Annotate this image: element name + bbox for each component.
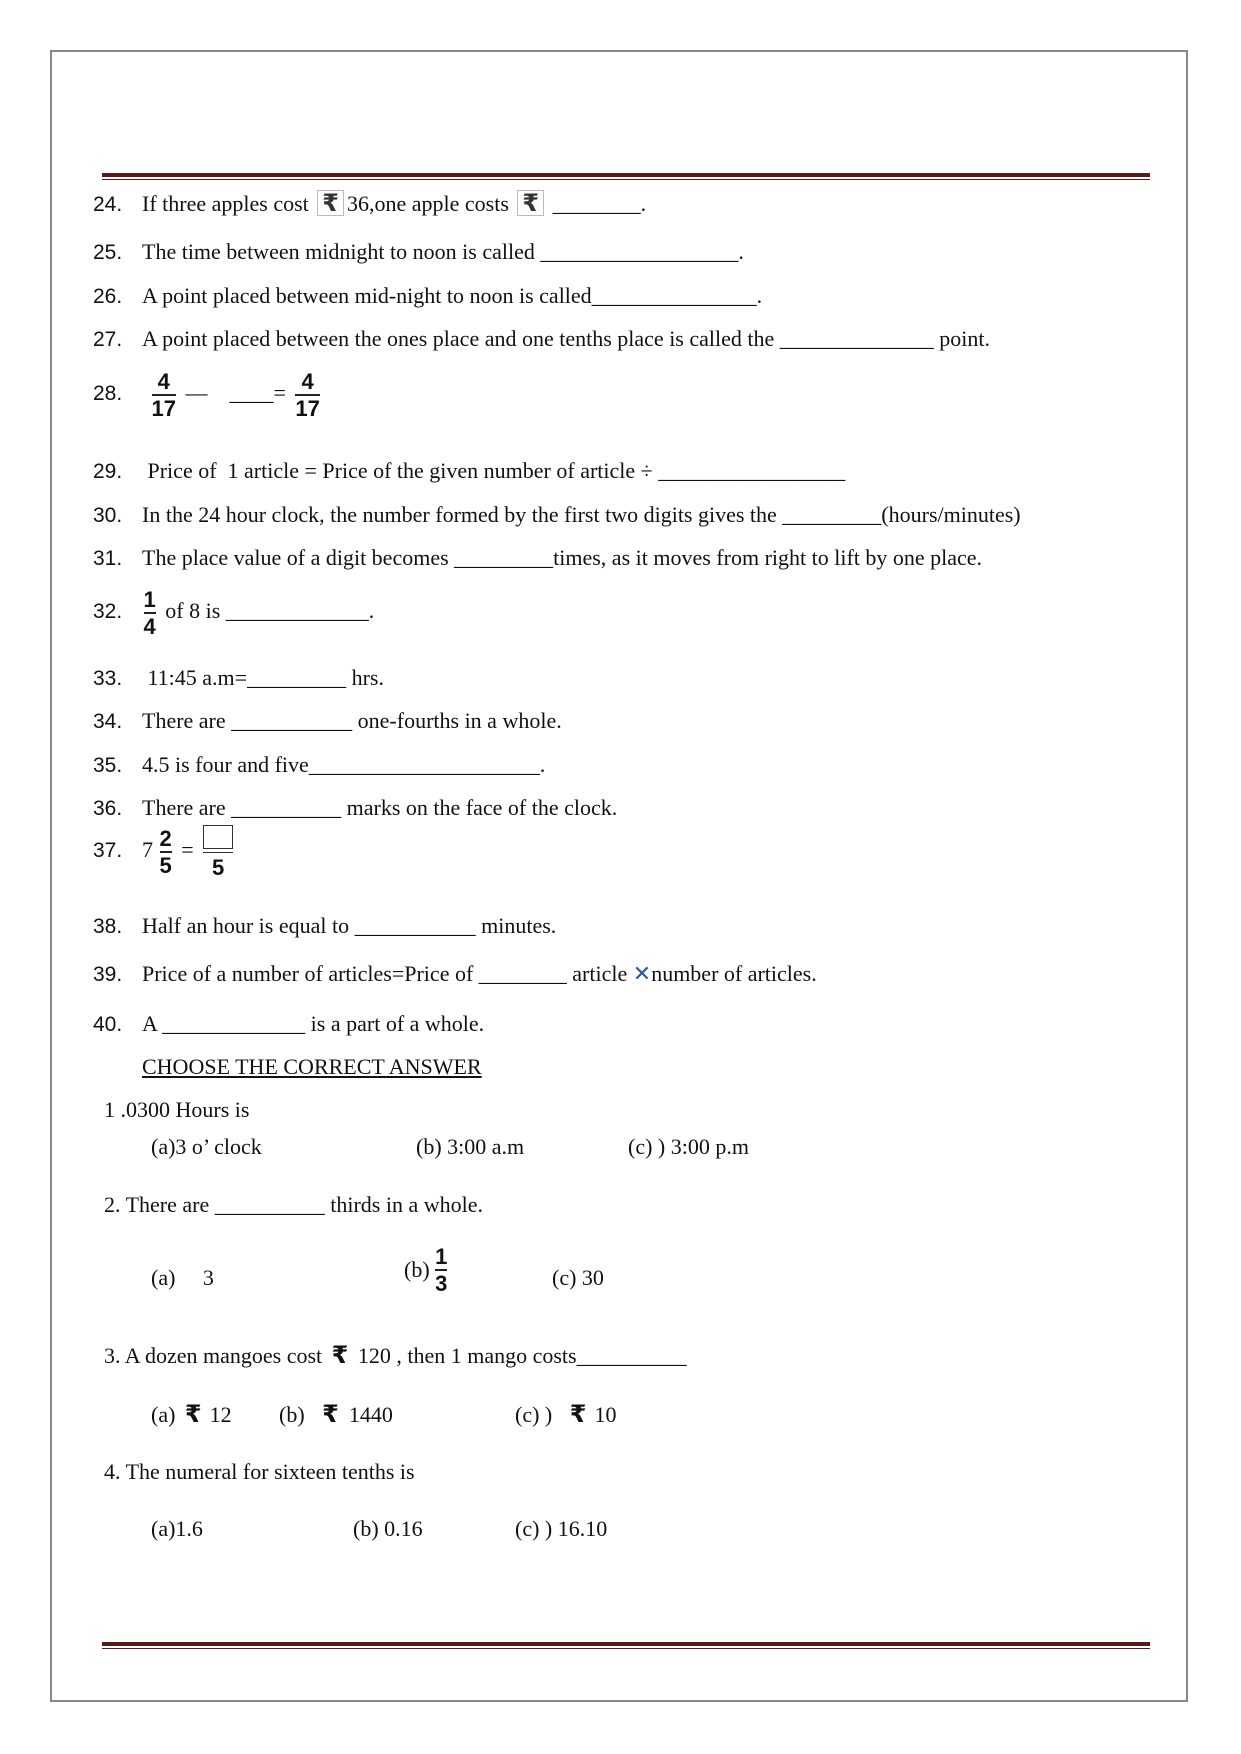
- question-40: 40. A _____________ is a part of a whole.: [93, 1011, 485, 1036]
- mcq-4-question: 4. The numeral for sixteen tenths is: [104, 1459, 415, 1484]
- question-25: 25. The time between midnight to noon is called __________________.: [93, 239, 744, 264]
- mcq-2-option-b: (b) $\frac{1}{3}$: [404, 1244, 448, 1297]
- rupee-icon: ₹: [184, 1400, 202, 1428]
- fraction: $\frac{4}{17}$: [151, 369, 176, 422]
- bottom-double-rule: [102, 1642, 1150, 1649]
- mcq-2-question: 2. There are __________ thirds in a whole.: [104, 1192, 484, 1217]
- question-29: 29. Price of 1 article = Price of the given number of article ÷ _________________: [93, 458, 846, 483]
- mcq-4-option-c: (c) ) 16.10: [515, 1516, 608, 1541]
- question-37: 37. 7 $\frac{2}{5}$ = 5: [93, 825, 237, 879]
- mcq-2-option-a: (a) 3: [151, 1265, 214, 1290]
- mcq-3-option-a: (a) ₹ 12: [151, 1400, 232, 1428]
- mcq-3-question: 3. A dozen mangoes cost ₹ 120 , then 1 mango costs__________: [104, 1341, 687, 1369]
- mcq-1-question: 1 .0300 Hours is: [104, 1097, 250, 1122]
- question-30: 30. In the 24 hour clock, the number formed by the first two digits gives the _________(hours/minutes): [93, 502, 1021, 527]
- rupee-icon: ₹: [517, 190, 544, 216]
- rupee-icon: ₹: [322, 1400, 339, 1428]
- top-double-rule: [102, 173, 1150, 180]
- mcq-1-option-c: (c) ) 3:00 p.m: [628, 1134, 749, 1159]
- fraction: $\frac{4}{17}$: [295, 369, 320, 422]
- fraction: $\frac{2}{5}$: [159, 825, 172, 879]
- multiply-icon: ✕: [632, 962, 652, 987]
- question-39: 39. Price of a number of articles=Price of ________ article ✕number of articles.: [93, 961, 817, 987]
- mcq-4-option-a: (a)1.6: [151, 1516, 203, 1541]
- question-33: 33. 11:45 a.m=_________ hrs.: [93, 665, 384, 690]
- question-35: 35. 4.5 is four and five_____________________.: [93, 752, 546, 777]
- fraction: $\frac{1}{4}$: [143, 587, 156, 640]
- rupee-icon: ₹: [317, 190, 344, 216]
- mcq-2-option-c: (c) 30: [552, 1265, 604, 1290]
- question-34: 34. There are ___________ one-fourths in a whole.: [93, 708, 562, 733]
- answer-box: [203, 825, 233, 849]
- question-28: 28. $\frac{4}{17}$ — ____= $\frac{4}{17}$: [93, 369, 320, 422]
- fraction: $\frac{1}{3}$: [435, 1244, 448, 1297]
- question-24: 24. If three apples cost ₹ 36,one apple costs ₹ ________.: [93, 189, 647, 217]
- question-38: 38. Half an hour is equal to ___________ minutes.: [93, 913, 557, 938]
- rupee-icon: ₹: [331, 1341, 349, 1369]
- fraction-blank: 5: [203, 825, 233, 879]
- mcq-1-option-a: (a)3 o’ clock: [151, 1134, 262, 1159]
- mcq-3-option-b: (b) ₹ 1440: [279, 1400, 393, 1428]
- mcq-4-option-b: (b) 0.16: [353, 1516, 423, 1541]
- question-27: 27. A point placed between the ones place and one tenths place is called the ______________ point.: [93, 326, 990, 351]
- question-32: 32. $\frac{1}{4}$ of 8 is _____________.: [93, 587, 375, 640]
- mcq-3-option-c: (c) ) ₹ 10: [515, 1400, 617, 1428]
- rupee-icon: ₹: [569, 1400, 587, 1428]
- question-26: 26. A point placed between mid-night to noon is called_______________.: [93, 283, 763, 308]
- section-heading: CHOOSE THE CORRECT ANSWER: [142, 1054, 482, 1079]
- mcq-1-option-b: (b) 3:00 a.m: [416, 1134, 525, 1159]
- question-36: 36. There are __________ marks on the face of the clock.: [93, 795, 618, 820]
- question-31: 31. The place value of a digit becomes _________times, as it moves from right to lift by one place.: [93, 545, 983, 570]
